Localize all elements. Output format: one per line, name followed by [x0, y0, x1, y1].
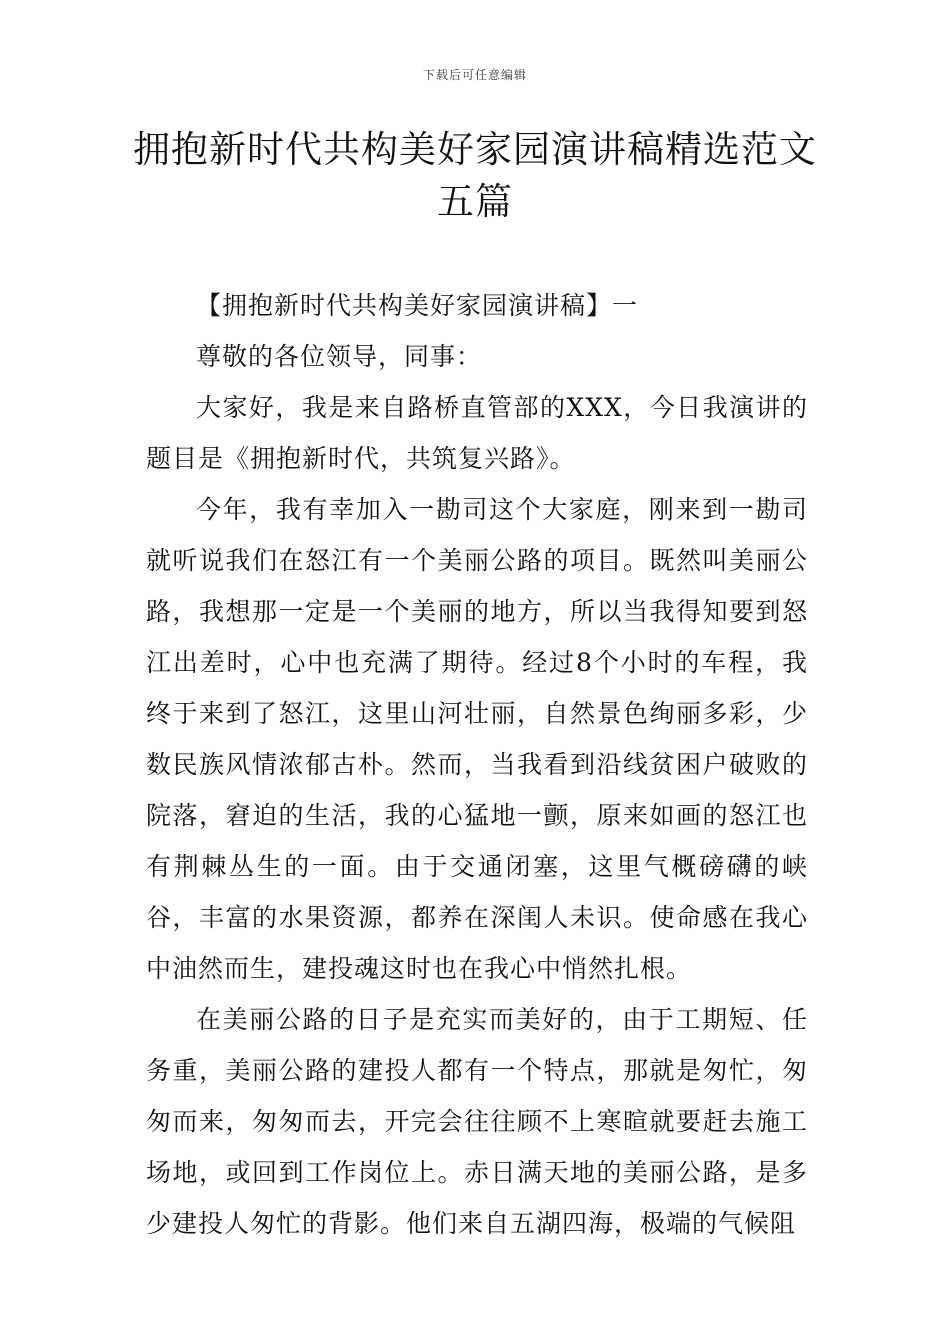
paragraph-body: 在美丽公路的日子是充实而美好的，由于工期短、任务重，美丽公路的建投人都有一个特点，那就是匆忙，匆匆而来，匆匆而去，开完会往往顾不上寒暄就要赶去施工场地，或回到工作岗位上。赤日满天地的美丽公路，是多少建投人匆忙的背影。他们来自五湖四海，极端的气候阻 — [146, 1005, 808, 1238]
paragraph-heading: 【拥抱新时代共构美好家园演讲稿】一 — [196, 291, 639, 320]
paragraph-intro: 大家好，我是来自路桥直管部的XXX，今日我演讲的题目是《拥抱新时代，共筑复兴路》。 — [146, 393, 808, 473]
paragraph-salutation: 尊敬的各位领导，同事： — [196, 342, 483, 371]
document-title: 拥抱新时代共构美好家园演讲稿精选范文五篇 — [133, 128, 817, 223]
paragraph-body: 今年，我有幸加入一勘司这个大家庭，刚来到一勘司就听说我们在怒江有一个美丽公路的项目。既然叫美丽公路，我想那一定是一个美丽的地方，所以当我得知要到怒江出差时，心中也充满了期待。经过8个小时的车程，我终于来到了怒江，这里山河壮丽，自然景色绚丽多彩，少数民族风情浓郁古朴。然而，当我看到沿线贫困户破败的院落，窘迫的生活，我的心猛地一颤，原来如画的怒江也有荆棘丛生的一面。由于交通闭塞，这里气概磅礴的峡谷，丰富的水果资源，都养在深闺人未识。使命感在我心中油然而生，建投魂这时也在我心中悄然扎根。 — [146, 495, 808, 983]
document-body — [146, 280, 808, 1249]
header-note: 下载后可任意编辑 — [422, 68, 527, 82]
